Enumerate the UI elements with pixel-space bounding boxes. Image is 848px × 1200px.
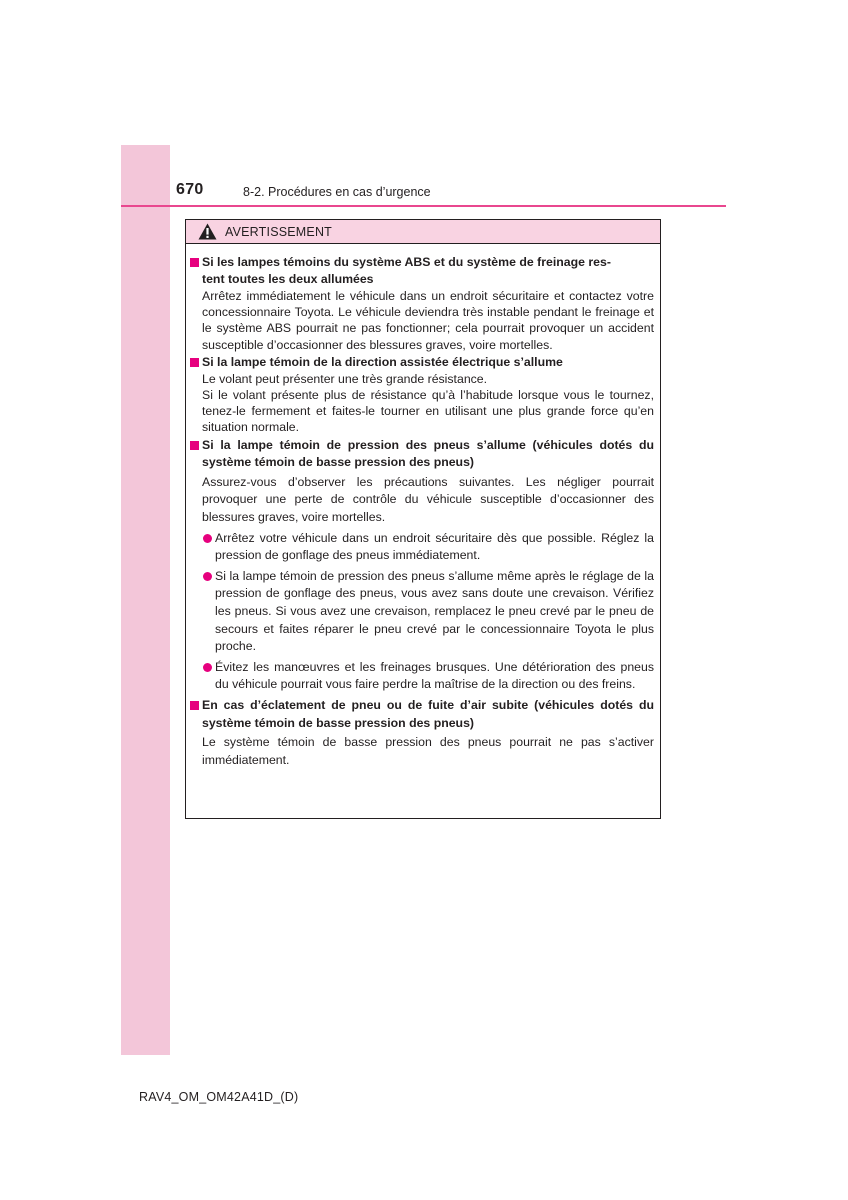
warning-section-tire-pressure [190,437,654,694]
heading-text: Si la lampe témoin de la direction assistée électrique s’allume [202,354,563,369]
warning-section-steering [190,354,654,436]
list-item-text: Évitez les manœuvres et les freinages brusques. Une détérioration des pneus du véhicule pourrait vous faire perdre la maîtrise de la direction ou des freins. [215,659,654,692]
warning-section-blowout [190,697,654,769]
round-bullet-icon [203,534,212,543]
document-code: RAV4_OM_OM42A41D_(D) [139,1090,299,1104]
warning-section-abs [190,254,654,353]
section-body-line: Le volant peut présenter une très grande résistance. [202,371,488,386]
warning-header [186,220,660,244]
list-item [202,568,654,656]
section-title: 8-2. Procédures en cas d’urgence [243,185,431,199]
header-rule [121,205,726,207]
warning-title: AVERTISSEMENT [225,224,333,239]
warning-box [185,219,661,819]
square-bullet-icon [190,701,199,710]
section-heading [190,437,654,472]
round-bullet-icon [203,663,212,672]
section-body: Si le volant présente plus de résistance qu’à l’habitude lorsque vous le tournez, tenez-le fermement et faites-le tourner en utilisant une plus grande force qu’en situation normale. [202,388,654,435]
section-body: Le système témoin de basse pression des pneus pourrait ne pas s’activer immédiatement. [202,735,654,767]
heading-text: Si la lampe témoin de pression des pneus s’allume (véhicules dotés du système témoin de basse pression des pneus) [202,437,654,470]
section-body: Arrêtez immédiatement le véhicule dans un endroit sécuritaire et contactez votre concessionnaire Toyota. Le véhicule deviendra très instable pendant le freinage et le système ABS pourrait ne pas fonctionner; cela pourrait provoquer un accident susceptible d’occasionner des blessures graves, voire mortelles. [202,289,654,352]
page-number: 670 [176,181,204,198]
list-item-text: Arrêtez votre véhicule dans un endroit sécuritaire dès que possible. Réglez la pression de gonflage des pneus immédiatement. [215,530,654,563]
warning-triangle-icon [198,223,217,240]
section-heading [190,697,654,732]
section-body: Assurez-vous d’observer les précautions suivantes. Les négliger pourrait provoquer une perte de contrôle du véhicule susceptible d’occasionner des blessures graves, voire mortelles. [202,474,654,524]
list-item-text: Si la lampe témoin de pression des pneus s’allume même après le réglage de la pression de gonflage des pneus, vous avez sans doute une crevaison. Vérifiez les pneus. Si vous avez une crevaison, remplacez le pneu crevé par le pneu de secours et faites réparer le pneu crevé par le concessionnaire Toyota le plus proche. [215,568,654,654]
heading-line: tent toutes les deux allumées [202,272,374,286]
heading-text: En cas d’éclatement de pneu ou de fuite d’air subite (véhicules dotés du système témoin de basse pression des pneus) [202,697,654,730]
bullet-list [190,530,654,694]
section-heading [190,254,654,288]
section-heading [190,354,654,371]
warning-body [186,244,660,769]
list-item [202,530,654,565]
round-bullet-icon [203,572,212,581]
list-item [202,659,654,694]
side-band [121,145,170,1055]
square-bullet-icon [190,441,199,450]
square-bullet-icon [190,358,199,367]
heading-line: Si les lampes témoins du système ABS et du système de freinage res- [202,255,611,269]
square-bullet-icon [190,258,199,267]
